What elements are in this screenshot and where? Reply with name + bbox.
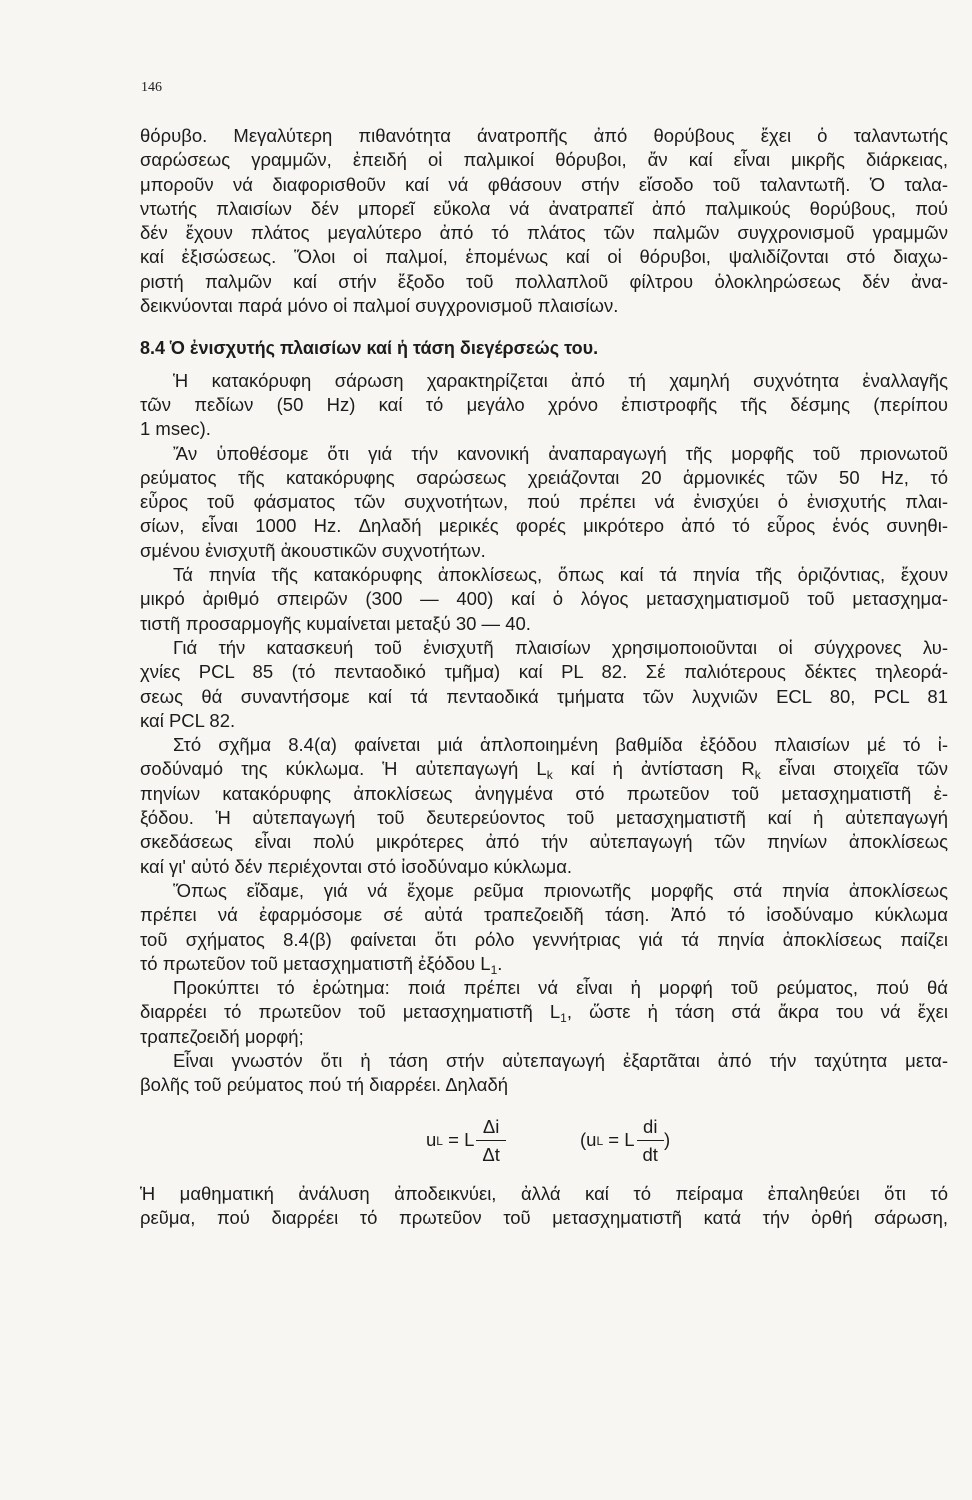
paragraph: [140, 636, 948, 733]
text-fragment: , ὥστε ἡ τάση στά ἄκρα του νά ἔχει: [566, 1001, 949, 1023]
text-line: [140, 952, 948, 976]
text-line: ντωτής πλαισίων δέν μπορεῖ εὔκολα νά ἀνατραπεῖ ἀπό παλμικούς θορύβους, πού: [140, 197, 948, 219]
text-line: Στό σχῆμα 8.4(α) φαίνεται μιά ἁπλοποιημένη βαθμίδα ἐξόδου πλαισίων μέ τό ἰ-: [173, 734, 948, 756]
numerator: Δi: [482, 1115, 500, 1137]
page-number: 146: [141, 80, 162, 95]
text-line: 1 msec).: [140, 418, 211, 440]
denominator: dt: [637, 1140, 664, 1166]
text-line: πρέπει νά ἐφαρμόσομε σέ αὐτά τραπεζοειδῆ τάση. Ἀπό τό ἰσοδύναμο κύκλωμα: [140, 904, 948, 926]
formula-symbol: = L: [442, 1129, 475, 1151]
paragraph: [140, 369, 948, 442]
text-line: Ὅπως εἴδαμε, γιά νά ἔχομε ρεῦμα πριονωτῆς μορφῆς στά πηνία ἀποκλίσεως: [173, 879, 948, 901]
text-line: πηνίων κατακόρυφης ἀποκλίσεως ἀνηγμένα στό πρωτεῦον τοῦ μετασχηματιστῆ ἐ-: [140, 782, 948, 804]
text-line: [140, 1000, 948, 1024]
subscript: 1: [490, 962, 498, 977]
text-line: βολῆς τοῦ ρεύματος πού τή διαρρέει. Δηλαδή: [140, 1074, 509, 1096]
text-line: Ἡ κατακόρυφη σάρωση χαρακτηρίζεται ἀπό τή χαμηλή συχνότητα ἐναλλαγῆς: [173, 369, 948, 391]
paragraph: [140, 1182, 948, 1231]
paragraph: [140, 733, 948, 879]
text-line: τῶν πεδίων (50 Hz) καί τό μεγάλο χρόνο ἐπιστροφῆς τῆς δέσμης (περίπου: [140, 393, 948, 415]
text-line: μποροῦν νά διαφορισθοῦν καί νά φθάσουν στήν εἴσοδο τοῦ ταλαντωτῆ. Ὁ ταλα-: [140, 173, 948, 195]
text-line: [140, 757, 948, 781]
text-fragment: σοδύναμό της κύκλωμα. Ἡ αὐτεπαγωγή L: [140, 758, 547, 780]
text-line: ρεῦμα, πού διαρρέει τό πρωτεῦον τοῦ μετασχηματιστῆ κατά τήν ὀρθή σάρωση,: [140, 1206, 948, 1228]
body-text: [140, 124, 948, 1230]
subscript: k: [546, 768, 553, 783]
text-line: Ἡ μαθηματική ἀνάλυση ἀποδεικνύει, ἀλλά καί τό πείραμα ἐπαληθεύει ὅτι τό: [140, 1182, 948, 1204]
text-line: Ἄν ὑποθέσομε ὅτι γιά τήν κανονική ἀναπαραγωγή τῆς μορφῆς τοῦ πριονωτοῦ: [173, 442, 948, 464]
text-line: ξόδου. Ἡ αὐτεπαγωγή τοῦ δευτερεύοντος τοῦ μετασχηματιστῆ καί ἡ αὐτεπαγωγή: [140, 807, 948, 829]
text-line: μικρό ἀριθμό σπειρῶν (300 — 400) καί ὁ λόγος μετασχηματισμοῦ τοῦ μετασχημα-: [140, 588, 948, 610]
text-line: σίων, εἶναι 1000 Hz. Δηλαδή μερικές φορές μικρότερο ἀπό τό εὖρος ἑνός συνηθι-: [140, 515, 948, 537]
text-line: Εἶναι γνωστόν ὅτι ἡ τάση στήν αὐτεπαγωγή ἐξαρτᾶται ἀπό τήν ταχύτητα μετα-: [173, 1049, 948, 1071]
paragraph: [140, 563, 948, 636]
section-heading: 8.4 Ὁ ἐνισχυτής πλαισίων καί ἡ τάση διεγέρσεώς του.: [140, 338, 599, 359]
formula-symbol: = L: [603, 1129, 635, 1151]
text-line: τραπεζοειδή μορφή;: [140, 1025, 304, 1047]
text-line: Τά πηνία τῆς κατακόρυφης ἀποκλίσεως, ὅπως καί τά πηνία τῆς ὁριζόντιας, ἔχουν: [173, 564, 948, 586]
fraction: [476, 1116, 506, 1166]
text-line: σαρώσεως γραμμῶν, ἐπειδή οἱ παλμικοί θόρυβοι, ἄν καί εἶναι μικρῆς διάρκειας,: [140, 149, 948, 171]
text-line: σκεδάσεως εἶναι πολύ μικρότερες ἀπό τήν αὐτεπαγωγή τῶν πηνίων ἀποκλίσεως: [140, 831, 948, 853]
formula-symbol: (u: [580, 1129, 597, 1151]
text-fragment: τό πρωτεῦον τοῦ μετασχηματιστῆ ἐξόδου L: [140, 952, 491, 974]
text-line: χνίες PCL 85 (τό πενταοδικό τμῆμα) καί PL 82. Σέ παλιότερους δέκτες τηλεορά-: [140, 661, 948, 683]
numerator: di: [643, 1115, 658, 1137]
text-line: ριστή παλμῶν καί στήν ἔξοδο τοῦ πολλαπλοῦ φίλτρου ὁλοκληρώσεως δέν ἀνα-: [140, 270, 948, 292]
text-line: θόρυβο. Μεγαλύτερη πιθανότητα άνατροπῆς ἀπό θορύβους ἔχει ὁ ταλαντωτής: [140, 125, 948, 146]
text-line: ρεύματος τῆς κατακόρυφης σαρώσεως χρειάζονται 20 ἁρμονικές τῶν 50 Hz, τό: [140, 466, 948, 488]
paragraph: [140, 879, 948, 976]
text-line: τιστῆ προσαρμογῆς κυμαίνεται μεταξύ 30 — 40.: [140, 612, 531, 634]
text-line: δεικνύονται παρά μόνο οἱ παλμοί συγχρονισμοῦ πλαισίων.: [140, 295, 619, 317]
text-line: καί PCL 82.: [140, 709, 236, 731]
text-line: σμένου ἐνισχυτῆ ἀκουστικῶν συχνοτήτων.: [140, 539, 486, 561]
text-line: Προκύπτει τό ἐρώτημα: ποιά πρέπει νά εἶναι ἡ μορφή τοῦ ρεύματος, πού θά: [173, 977, 948, 999]
formula-derivative: (u L = L $\frac{di}{dt}$ ): [580, 1115, 671, 1165]
fraction: [637, 1116, 664, 1166]
subscript: 1: [560, 1011, 567, 1026]
text-fragment: .: [497, 952, 503, 974]
formula: [140, 1108, 948, 1174]
subscript: k: [754, 768, 761, 783]
formula-difference: u L = L $\frac{\Delta i}{\Delta t}$: [426, 1108, 506, 1174]
text-line: δέν ἔχουν πλάτος μεγαλύτερο ἀπό τό πλάτος τῶν παλμῶν συγχρονισμοῦ γραμμῶν: [140, 222, 948, 244]
text-line: Γιά τήν κατασκευή τοῦ ἐνισχυτῆ πλαισίων χρησιμοποιοῦνται οἱ σύγχρονες λυ-: [173, 636, 948, 658]
denominator: Δt: [476, 1140, 506, 1166]
formula-symbol: ): [663, 1129, 671, 1151]
paragraph: [140, 442, 948, 563]
text-fragment: εἶναι στοιχεῖα τῶν: [760, 758, 948, 780]
text-line: καί γι' αὐτό δέν περιέχονται στό ἰσοδύναμο κύκλωμα.: [140, 855, 573, 877]
paragraph: [140, 976, 948, 1049]
text-fragment: διαρρέει τό πρωτεῦον τοῦ μετασχηματιστῆ L: [140, 1001, 561, 1023]
text-fragment: καί ἡ ἀντίσταση R: [552, 758, 755, 780]
paragraph: [140, 124, 948, 318]
formula-symbol: u: [426, 1129, 437, 1151]
text-line: τοῦ σχήματος 8.4(β) φαίνεται ὅτι ρόλο γεννήτριας γιά τά πηνία ἀποκλίσεως παίζει: [140, 928, 948, 950]
text-line: εὖρος τοῦ φάσματος τῶν συχνοτήτων, πού πρέπει νά ἐνισχύει ὁ ἐνισχυτής πλαι-: [140, 491, 948, 513]
paragraph: [140, 1049, 948, 1098]
text-line: καί ἐξισώσεως. Ὅλοι οἱ παλμοί, ἑπομένως καί οἱ θόρυβοι, ψαλιδίζονται στό διαχω-: [140, 246, 948, 268]
text-line: σεως θά συναντήσομε καί τά πενταοδικά τμήματα τῶν λυχνιῶν ECL 80, PCL 81: [140, 685, 948, 707]
